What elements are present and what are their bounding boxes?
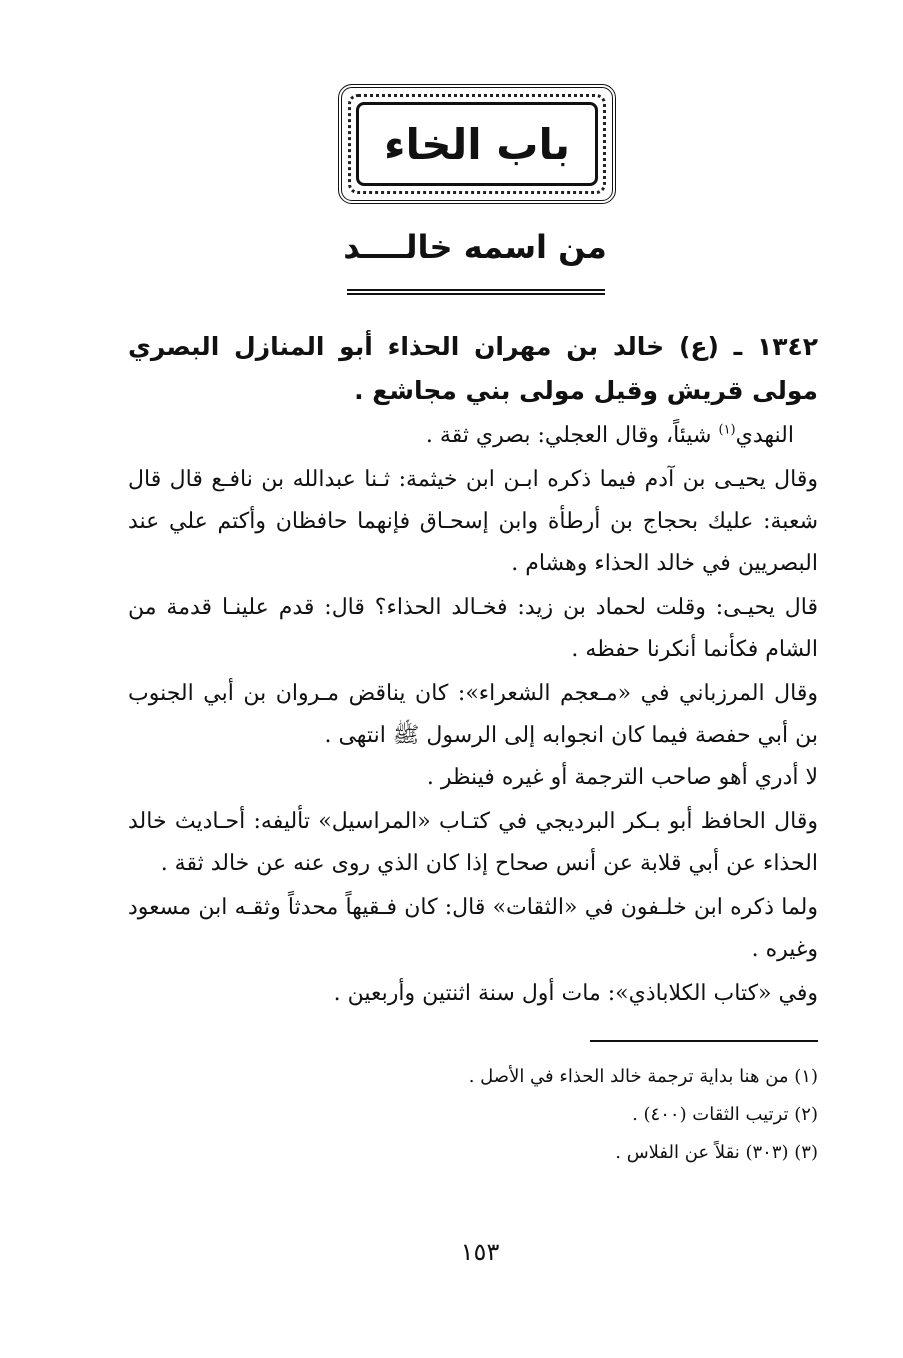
entry-paragraph-2: وقال يحيـى بن آدم فيما ذكره ابـن ابن خيثمة: ثـنا عبدالله بن نافـع قال قال شعبة: عليك بحجاج بن أرطأة وابن إسحـاق فإنهما حافظان وأكتم علي عند البصريين في خالد الحذاء وهشام . [128,467,818,576]
section-heading-rule [347,289,605,295]
entry-paragraph-6: وقال الحافظ أبو بـكر البرديجي في كتـاب «المراسيل» تأليفه: أحـاديث خالد الحذاء عن أبي قلابة عن أنس صحاح إذا كان الذي روى عنه عن خالد ثقة . [128,809,818,876]
footnote-2: (٢) ترتيب الثقات (٤٠٠) . [632,1104,818,1125]
section-heading: من اسمه خالــــد [343,228,607,266]
entry-paragraph-5: لا أدري أهو صاحب الترجمة أو غيره فينظر . [426,765,818,790]
footnote-3: (٣) (٣٠٣) نقلاً عن الفلاس . [615,1142,818,1163]
page-number: ١٥٣ [460,1238,500,1266]
entry-heading: ١٣٤٢ ـ (ع) خالد بن مهران الحذاء أبو المنازل البصري مولى قريش وقيل مولى بني مجاشع . [128,332,818,405]
footnote-ref-1: (١) [718,422,736,438]
entry-paragraph-1-end: شيئاً، وقال العجلي: بصري ثقة . [425,423,719,448]
entry-paragraph-8: وفي «كتاب الكلاباذي»: مات أول سنة اثنتين وأربعين . [333,981,818,1006]
entry-paragraph-4: وقال المرزباني في «مـعجم الشعراء»: كان يناقض مـروان بن أبي الجنوب بن أبي حفصة فيما كان انجوابه إلى الرسول ﷺ انتهى . [128,681,818,748]
chapter-title-frame-dotted [348,94,606,194]
footnotes [128,1058,818,1172]
chapter-title: باب الخاء [383,119,571,169]
entry-paragraph-1 [128,415,818,457]
footnote-1: (١) من هنا بداية ترجمة خالد الحذاء في الأصل . [468,1066,818,1087]
entry-paragraph-1-start: النهدي [735,423,794,448]
entry-paragraph-3: قال يحيـى: وقلت لحماد بن زيد: فخـالد الحذاء؟ قال: قدم علينـا قدمة من الشام فكأنما أنكرنا حفظه . [128,595,818,662]
chapter-title-frame [338,84,616,204]
chapter-title-frame-core [356,102,598,186]
footnote-separator [590,1040,818,1042]
entry-paragraph-7: ولما ذكره ابن خلـفون في «الثقات» قال: كان فـقيهاً محدثاً وثقـه ابن مسعود وغيره . [128,895,818,962]
entry-body [128,325,818,1015]
